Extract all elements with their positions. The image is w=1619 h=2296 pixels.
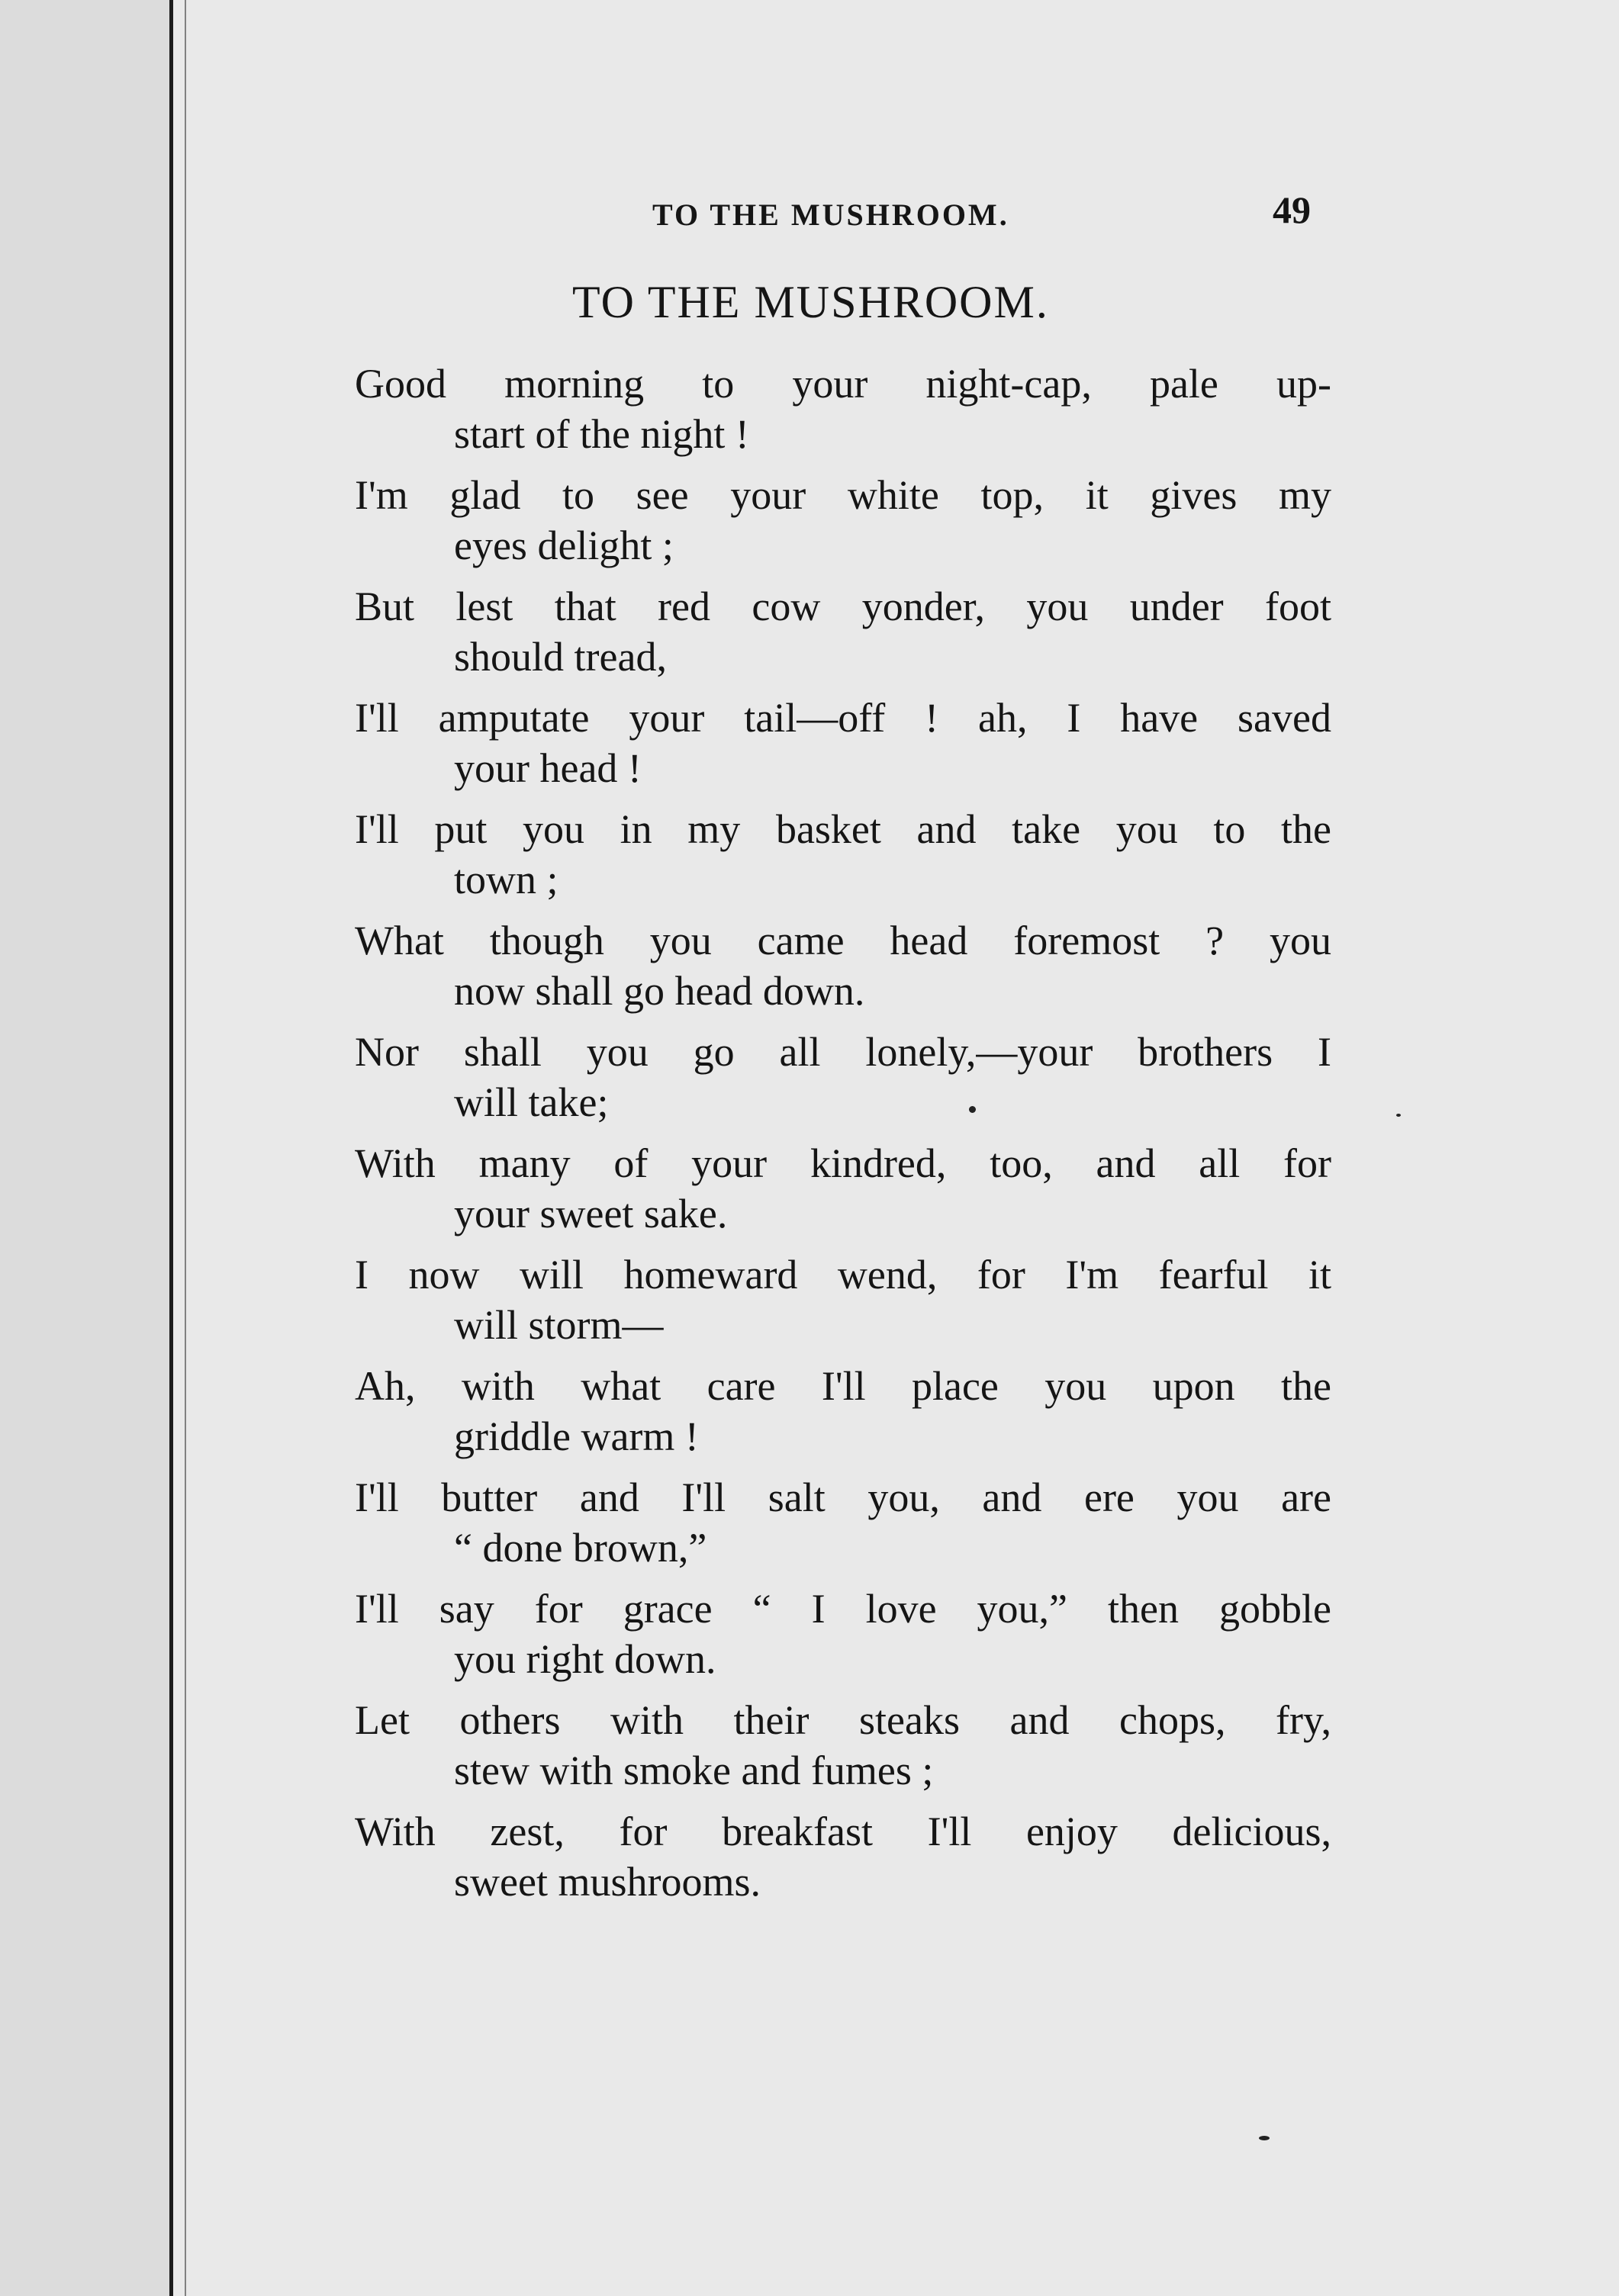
ink-speck [1396,1114,1401,1117]
poem-line: With zest, for breakfast I'll enjoy delicious, [355,1809,1331,1854]
poem-line: Let others with their steaks and chops, fry, [355,1697,1331,1743]
poem-line: Ah, with what care I'll place you upon the [355,1363,1331,1409]
poem-line: I'll say for grace “ I love you,” then gobble [355,1586,1331,1632]
page-gutter [0,0,169,2296]
running-head: TO THE MUSHROOM. [652,198,1009,232]
poem-line: I now will homeward wend, for I'm fearful it [355,1252,1331,1298]
poem-line-continuation: start of the night ! [454,411,749,457]
binding-shadow [185,0,186,2296]
poem-line: Nor shall you go all lonely,—your brothers I [355,1029,1331,1075]
poem-line-continuation: griddle warm ! [454,1413,699,1459]
poem-line-continuation: town ; [454,857,558,902]
poem-line: But lest that red cow yonder, you under foot [355,584,1331,629]
page-number: 49 [1273,188,1311,231]
poem-body [355,359,1331,1918]
poem-line-continuation: now shall go head down. [454,968,865,1014]
poem-line: I'll amputate your tail—off ! ah, I have saved [355,695,1331,741]
poem-line-continuation: eyes delight ; [454,523,674,568]
poem-line-continuation: stew with smoke and fumes ; [454,1748,934,1793]
poem-line-continuation: your sweet sake. [454,1191,728,1236]
poem-line: I'll butter and I'll salt you, and ere you are [355,1474,1331,1520]
poem-line-continuation: will storm— [454,1302,664,1348]
poem-line: What though you came head foremost ? you [355,918,1331,963]
poem-line: Good morning to your night-cap, pale up- [355,361,1331,407]
poem-line-continuation: “ done brown,” [454,1525,707,1571]
ink-speck [1259,2136,1270,2140]
poem-line: With many of your kindred, too, and all for [355,1140,1331,1186]
poem-line: I'm glad to see your white top, it gives my [355,472,1331,518]
binding-edge [169,0,173,2296]
poem-title: TO THE MUSHROOM. [572,277,1049,327]
poem-line-continuation: will take; [454,1079,609,1125]
poem-line-continuation: you right down. [454,1636,716,1682]
poem-line-continuation: should tread, [454,634,667,680]
ink-speck [969,1106,976,1113]
poem-line-continuation: your head ! [454,745,642,791]
poem-line-continuation: sweet mushrooms. [454,1859,761,1905]
poem-line: I'll put you in my basket and take you to the [355,806,1331,852]
